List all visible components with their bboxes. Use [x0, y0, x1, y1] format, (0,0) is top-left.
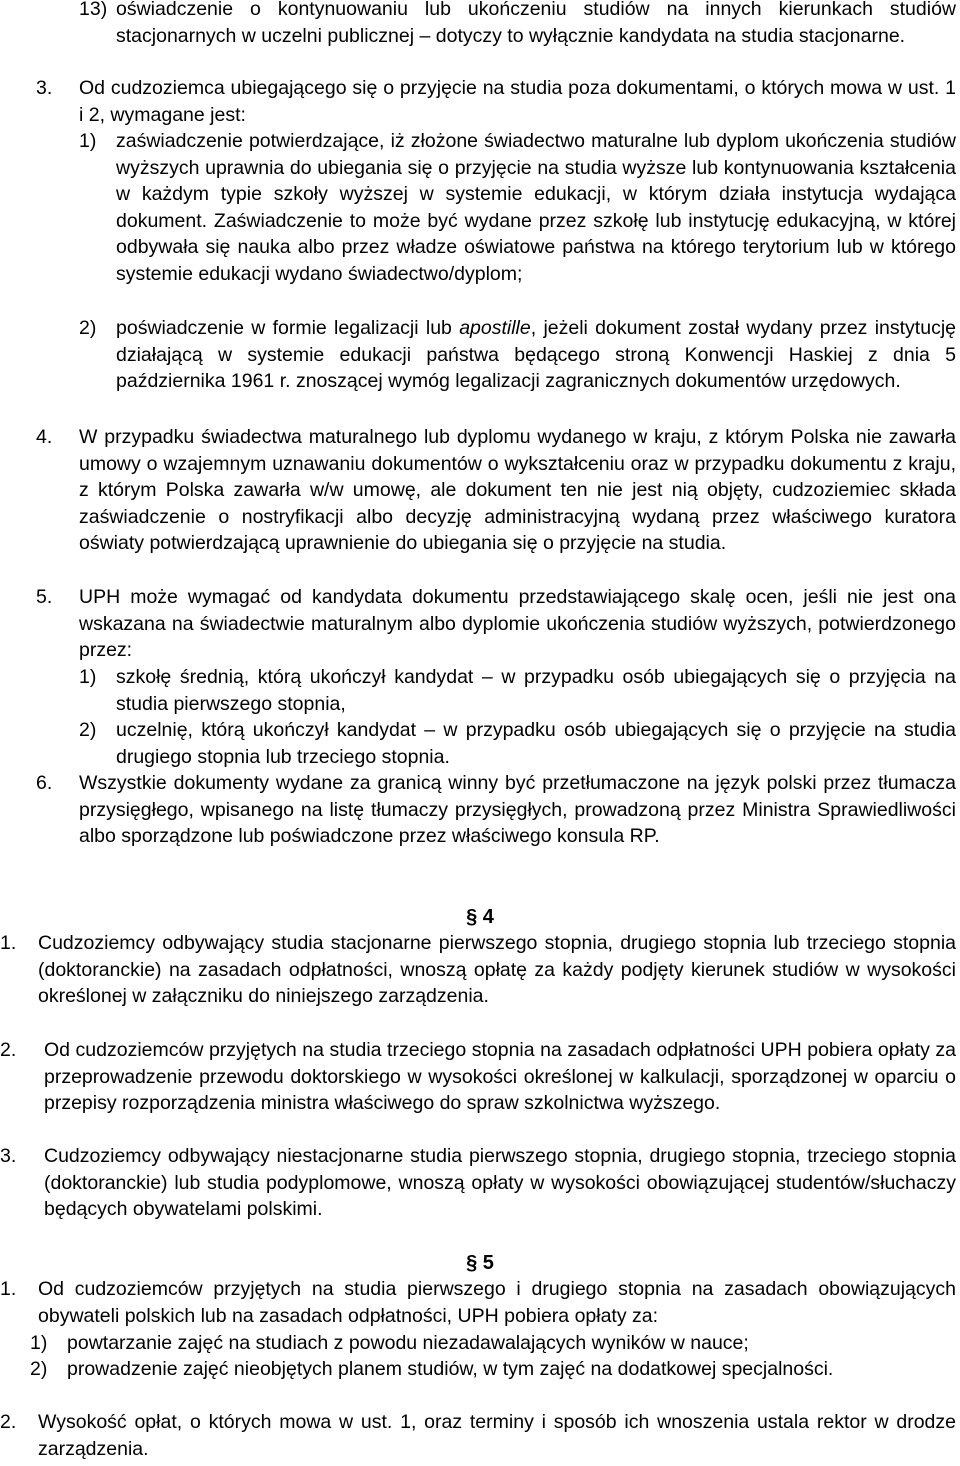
item-number: 1) — [30, 1332, 48, 1354]
paragraph-text: Wszystkie dokumenty wydane za granicą winny być przetłumaczone na język polski przez tłumacza przysięgłego, wpisanego na listę tłumaczy przysięgłych, prowadzoną przez Ministra Sprawiedliwości albo sporządzone lub poświadczone przez właściwego konsula RP. — [79, 772, 956, 847]
paragraph-text: UPH może wymagać od kandydata dokumentu przedstawiającego skalę ocen, jeśli nie jest ona wskazana na świadectwie maturalnym albo dyplomie ukończenia studiów wyższych, potwierdzonego przez: — [79, 586, 956, 661]
section4-paragraph-3 — [0, 1143, 956, 1223]
list-item-5-2 — [79, 717, 956, 770]
paragraph-number: 5. — [36, 586, 53, 608]
section5-item-2 — [30, 1356, 956, 1383]
text-part: poświadczenie w formie legalizacji lub — [116, 317, 460, 339]
item-number: 2) — [79, 719, 97, 741]
paragraph-text: Od cudzoziemca ubiegającego się o przyjęcie na studia poza dokumentami, o których mowa w ust. 1 i 2, wymagane jest: — [79, 77, 956, 126]
paragraph-3 — [36, 75, 956, 128]
item-text — [116, 315, 956, 395]
paragraph-number: 1. — [0, 932, 17, 954]
item-text: zaświadczenie potwierdzające, iż złożone świadectwo maturalne lub dyplom ukończenia studiów wyższych uprawnia do ubiegania się o przyjęcie na studia wyższe lub kontynuowania kształcenia w każdym typie szkoły wyższej w systemie edukacji, w którym działa instytucja wydająca dokument. Zaświadczenie to może być wydane przez szkołę lub instytucję edukacyjną, w której odbywała się nauka albo przez władze oświatowe państwa na którego terytorium lub w którego systemie edukacji wydano świadectwo/dyplom; — [116, 130, 956, 285]
paragraph-5 — [36, 584, 956, 664]
paragraph-text: Wysokość opłat, o których mowa w ust. 1, oraz terminy i sposób ich wnoszenia ustala rektor w drodze zarządzenia. — [38, 1411, 956, 1460]
paragraph-number: 4. — [36, 426, 53, 448]
paragraph-number: 2. — [0, 1411, 17, 1433]
list-item-3-1 — [79, 128, 956, 287]
section5-paragraph-1 — [0, 1276, 956, 1329]
paragraph-number: 6. — [36, 772, 53, 794]
list-item-5-1 — [79, 664, 956, 717]
item-text: szkołę średnią, którą ukończył kandydat – w przypadku osób ubiegających się o przyjęcia na studia pierwszego stopnia, — [116, 666, 956, 715]
text-part: , jeżeli dokument został wydany przez instytucję działającą w systemie edukacji państwa będącego stroną Konwencji Haskiej z dnia 5 października 1961 r. znoszącej wymóg legalizacji zagranicznych dokumentów urzędowych. — [116, 317, 956, 392]
paragraph-number: 2. — [0, 1039, 17, 1061]
section5-paragraph-2 — [0, 1409, 956, 1462]
paragraph-6 — [36, 770, 956, 850]
paragraph-text: Od cudzoziemców przyjętych na studia pierwszego i drugiego stopnia na zasadach obowiązujących obywateli polskich lub na zasadach odpłatności, UPH pobiera opłaty za: — [38, 1278, 956, 1327]
paragraph-text: Cudzoziemcy odbywający studia stacjonarne pierwszego stopnia, drugiego stopnia lub trzeciego stopnia (doktoranckie) na zasadach odpłatności, wnoszą opłatę za każdy podjęty kierunek studiów w wysokości określonej w załączniku do niniejszego zarządzenia. — [38, 932, 956, 1007]
paragraph-number: 3. — [36, 77, 53, 99]
paragraph-number: 3. — [0, 1145, 17, 1167]
paragraph-text: Cudzoziemcy odbywający niestacjonarne studia pierwszego stopnia, drugiego stopnia, trzeciego stopnia (doktoranckie) lub studia podyplomowe, wnoszą opłaty w wysokości obowiązującej studentów/słuchaczy będących obywatelami polskimi. — [44, 1145, 956, 1220]
item-number: 1) — [79, 130, 97, 152]
list-item-3-2 — [79, 315, 956, 395]
section4-paragraph-2 — [0, 1037, 956, 1117]
item-text: oświadczenie o kontynuowaniu lub ukończeniu studiów na innych kierunkach studiów stacjonarnych w uczelni publicznej – dotyczy to wyłącznie kandydata na studia stacjonarne. — [116, 0, 956, 47]
item-text: uczelnię, którą ukończył kandydat – w przypadku osób ubiegających się o przyjęcie na studia drugiego stopnia lub trzeciego stopnia. — [116, 719, 956, 768]
item-number: 2) — [79, 317, 97, 339]
section4-paragraph-1 — [0, 930, 956, 1010]
section-heading-4: § 4 — [466, 906, 494, 928]
item-number: 2) — [30, 1358, 48, 1380]
item-text: powtarzanie zajęć na studiach z powodu niezadawalających wyników w nauce; — [67, 1332, 749, 1354]
section5-item-1 — [30, 1330, 956, 1357]
item-number: 13) — [79, 0, 108, 20]
paragraph-number: 1. — [0, 1278, 17, 1300]
paragraph-text: Od cudzoziemców przyjętych na studia trzeciego stopnia na zasadach odpłatności UPH pobiera opłaty za przeprowadzenie przewodu doktorskiego w wysokości określonej w kalkulacji, sporządzonej w oparciu o przepisy rozporządzenia ministra właściwego do spraw szkolnictwa wyższego. — [44, 1039, 956, 1114]
paragraph-text: W przypadku świadectwa maturalnego lub dyplomu wydanego w kraju, z którym Polska nie zawarła umowy o wzajemnym uznawaniu dokumentów o wykształceniu oraz w przypadku dokumentu z kraju, z którym Polska zawarła w/w umowę, ale dokument ten nie jest nią objęty, cudzoziemiec składa zaświadczenie o nostryfikacji albo decyzję administracyjną wydaną przez właściwego kuratora oświaty potwierdzającą uprawnienie do ubiegania się o przyjęcie na studia. — [79, 426, 956, 554]
item-number: 1) — [79, 666, 97, 688]
apostille-italic: apostille — [459, 317, 531, 339]
section-heading-5: § 5 — [466, 1252, 494, 1274]
paragraph-4 — [36, 424, 956, 557]
item-text: prowadzenie zajęć nieobjętych planem studiów, w tym zajęć na dodatkowej specjalności. — [67, 1358, 834, 1380]
list-item-13 — [79, 0, 956, 49]
